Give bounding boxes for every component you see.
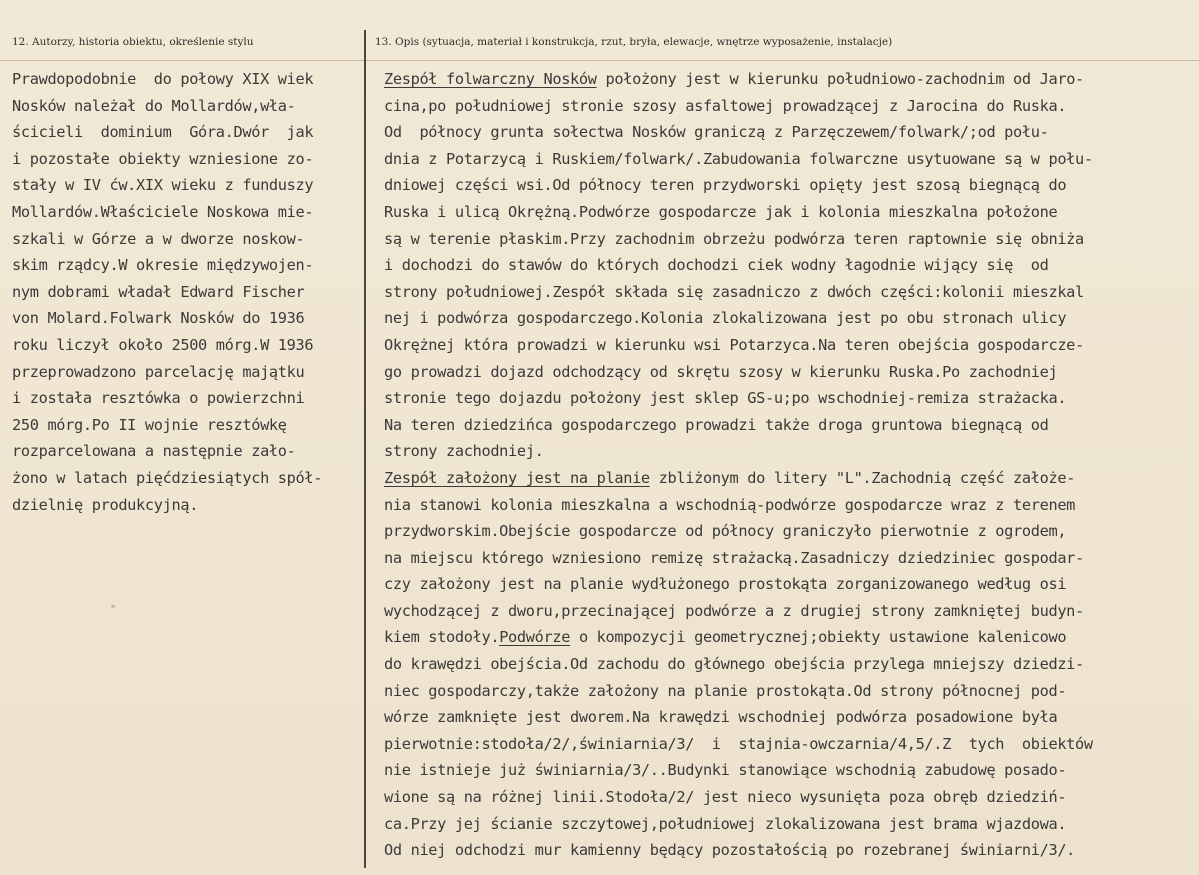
description-line — [384, 359, 1093, 386]
line-text: nej i podwórza gospodarczego.Kolonia zlokalizowana jest po obu stronach ulicy — [384, 309, 1067, 328]
history-line: 250 mórg.Po II wojnie resztówkę — [12, 415, 287, 434]
line-text: dniowej części wsi.Od północy teren przydworski opięty jest szosą biegnącą do — [384, 176, 1067, 195]
description-line — [384, 146, 1093, 173]
column-divider — [364, 30, 366, 868]
description-line — [384, 624, 1093, 651]
line-text: wione są na różnej linii.Stodoła/2/ jest nieco wysunięta poza obręb dziedziń- — [384, 788, 1067, 807]
history-line: szkali w Górze a w dworze noskow- — [12, 229, 305, 248]
line-text: zbliżonym do litery "L".Zachodnią część założe- — [649, 468, 1076, 487]
line-text: nie istnieje już świniarnia/3/..Budynki stanowiące wschodnią zabudowę posado- — [384, 761, 1067, 780]
line-text: strony zachodniej. — [384, 442, 544, 461]
history-line: skim rządcy.W okresie międzywojen- — [12, 256, 314, 275]
description-line — [384, 784, 1093, 811]
description-line — [384, 66, 1093, 93]
history-line: rozparcelowana a następnie zało- — [12, 442, 296, 461]
description-line — [384, 438, 1093, 465]
description-line — [384, 119, 1093, 146]
description-line — [384, 571, 1093, 598]
line-text: na miejscu którego wzniesiono remizę strażacką.Zasadniczy dziedziniec gospodar- — [384, 548, 1084, 567]
underlined-heading: Podwórze — [499, 628, 571, 647]
line-text: strony południowej.Zespół składa się zasadniczo z dwóch części:kolonii mieszkal — [384, 282, 1084, 301]
description-line — [384, 757, 1093, 784]
description-line — [384, 412, 1093, 439]
line-text: Na teren dziedzińca gospodarczego prowadzi także droga gruntowa biegnącą od — [384, 415, 1049, 434]
description-line — [384, 465, 1093, 492]
description-line — [384, 93, 1093, 120]
history-line: Mollardów.Właściciele Noskowa mie- — [12, 202, 314, 221]
section-12-header: 12. Autorzy, historia obiektu, określenie stylu — [12, 36, 254, 48]
description-line — [384, 172, 1093, 199]
line-text: stronie tego dojazdu położony jest sklep GS-u;po wschodniej-remiza strażacka. — [384, 389, 1067, 408]
ink-speck: " — [110, 604, 117, 615]
history-line: stały w IV ćw.XIX wieku z funduszy — [12, 176, 314, 195]
description-line — [384, 598, 1093, 625]
line-text: nia stanowi kolonia mieszkalna a wschodnią-podwórze gospodarcze wraz z terenem — [384, 495, 1076, 514]
history-line: przeprowadzono parcelację majątku — [12, 362, 305, 381]
history-line: i została resztówka o powierzchni — [12, 389, 305, 408]
description-text — [384, 66, 1093, 864]
line-text: Od północy grunta sołectwa Nosków graniczą z Parzęczewem/folwark/;od połu- — [384, 123, 1049, 142]
history-line: ścicieli dominium Góra.Dwór jak — [12, 123, 314, 142]
history-line: Prawdopodobnie do połowy XIX wiek — [12, 70, 314, 88]
history-line: żono w latach pięćdziesiątych spół- — [12, 468, 323, 487]
description-line — [384, 837, 1093, 864]
history-line: von Molard.Folwark Nosków do 1936 — [12, 309, 305, 328]
description-line — [384, 385, 1093, 412]
description-line — [384, 811, 1093, 838]
header-rule — [0, 60, 1199, 61]
line-text: położony jest w kierunku południowo-zachodnim od Jaro- — [596, 70, 1084, 88]
description-line — [384, 518, 1093, 545]
line-text: i dochodzi do stawów do których dochodzi ciek wodny łagodnie wijący się od — [384, 256, 1049, 275]
description-line — [384, 279, 1093, 306]
line-text: Okrężnej która prowadzi w kierunku wsi Potarzyca.Na teren obejścia gospodarcze- — [384, 335, 1084, 354]
section-13-header: 13. Opis (sytuacja, materiał i konstrukcja, rzut, bryła, elewacje, wnętrze wyposażenie, instalacje) — [375, 36, 893, 48]
line-text: kiem stodoły. — [384, 628, 500, 647]
description-line — [384, 492, 1093, 519]
description-line — [384, 305, 1093, 332]
line-text: wórze zamknięte jest dworem.Na krawędzi wschodniej podwórza posadowione była — [384, 708, 1058, 727]
underlined-heading: Zespół folwarczny Nosków — [384, 70, 597, 88]
line-text: ca.Przy jej ścianie szczytowej,południowej zlokalizowana jest brama wjazdowa. — [384, 814, 1067, 833]
line-text: wychodzącej z dworu,przecinającej podwórze a z drugiej strony zamkniętej budyn- — [384, 601, 1084, 620]
line-text: o kompozycji geometrycznej;obiekty ustawione kalenicowo — [570, 628, 1067, 647]
line-text: przydworskim.Obejście gospodarcze od północy graniczyło pierwotnie z ogrodem, — [384, 522, 1067, 541]
description-line — [384, 332, 1093, 359]
description-line — [384, 678, 1093, 705]
description-line — [384, 704, 1093, 731]
history-line: roku liczył około 2500 mórg.W 1936 — [12, 335, 314, 354]
description-line — [384, 199, 1093, 226]
line-text: cina,po południowej stronie szosy asfaltowej prowadzącej z Jarocina do Ruska. — [384, 96, 1067, 115]
line-text: niec gospodarczy,także założony na planie prostokąta.Od strony północnej pod- — [384, 681, 1067, 700]
underlined-heading: Zespół założony jest na planie — [384, 468, 650, 487]
history-line: Nosków należał do Mollardów,wła- — [12, 96, 296, 115]
line-text: go prowadzi dojazd odchodzący od skrętu szosy w kierunku Ruska.Po zachodniej — [384, 362, 1058, 381]
line-text: do krawędzi obejścia.Od zachodu do głównego obejścia przylega mniejszy dziedzi- — [384, 655, 1084, 674]
description-line — [384, 651, 1093, 678]
line-text: czy założony jest na planie wydłużonego prostokąta zorganizowanego według osi — [384, 575, 1067, 594]
line-text: są w terenie płaskim.Przy zachodnim obrzeżu podwórza teren raptownie się obniża — [384, 229, 1084, 248]
history-line: nym dobrami władał Edward Fischer — [12, 282, 305, 301]
history-line: dzielnię produkcyjną. — [12, 495, 199, 514]
history-text — [12, 66, 322, 518]
line-text: dnia z Potarzycą i Ruskiem/folwark/.Zabudowania folwarczne usytuowane są w połu- — [384, 149, 1093, 168]
history-line: i pozostałe obiekty wzniesione zo- — [12, 149, 314, 168]
line-text: Od niej odchodzi mur kamienny będący pozostałością po rozebranej świniarni/3/. — [384, 841, 1076, 860]
description-line — [384, 226, 1093, 253]
line-text: pierwotnie:stodoła/2/,świniarnia/3/ i stajnia-owczarnia/4,5/.Z tych obiektów — [384, 734, 1093, 753]
description-line — [384, 731, 1093, 758]
description-line — [384, 545, 1093, 572]
line-text: Ruska i ulicą Okrężną.Podwórze gospodarcze jak i kolonia mieszkalna położone — [384, 202, 1058, 221]
description-line — [384, 252, 1093, 279]
